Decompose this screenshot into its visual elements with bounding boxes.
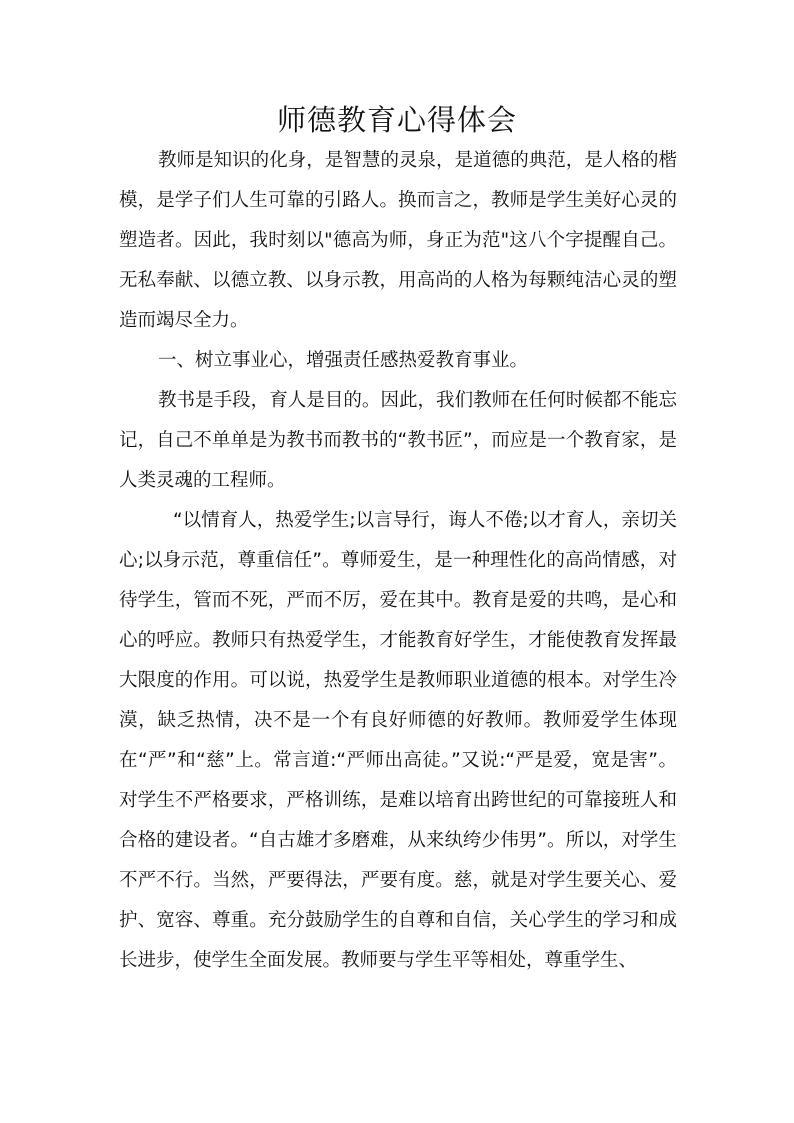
paragraph-teaching-purpose: 教书是手段，育人是目的。因此，我们教师在任何时候都不能忘记，自己不单单是为教书而教书的“教书匠”，而应是一个教育家，是人类灵魂的工程师。	[119, 390, 677, 491]
paragraph-love-students: “以情育人，热爱学生;以言导行，诲人不倦;以才育人，亲切关心;以身示范，尊重信任”。尊师爱生，是一种理性化的高尚情感，对待学生，管而不死，严而不厉，爱在其中。教育是爱的共鸣，是心和心的呼应。教师只有热爱学生，才能教育好学生，才能使教育发挥最大限度的作用。可以说，热爱学生是教师职业道德的根本。对学生冷漠，缺乏热情，决不是一个有良好师德的好教师。教师爱学生体现在“严”和“慈”上。常言道:“严师出高徒。”又说:“严是爱，宽是害”。对学生不严格要求，严格训练，是难以培育出跨世纪的可靠接班人和合格的建设者。“自古雄才多磨难，从来纨绔少伟男”。所以，对学生不严不行。当然，严要得法，严要有度。慈，就是对学生要关心、爱护、宽容、尊重。充分鼓励学生的自尊和自信，关心学生的学习和成长进步，使学生全面发展。教师要与学生平等相处，尊重学生、	[119, 510, 677, 971]
document-title: 师德教育心得体会	[276, 103, 517, 137]
document-body	[119, 141, 677, 981]
section-heading-1: 一、树立事业心，增强责任感热爱教育事业。	[158, 350, 529, 371]
paragraph-intro: 教师是知识的化身，是智慧的灵泉，是道德的典范，是人格的楷模，是学子们人生可靠的引路人。换而言之，教师是学生美好心灵的塑造者。因此，我时刻以"德高为师，身正为范"这八个字提醒自己。无私奉献、以德立教、以身示教，用高尚的人格为每颗纯洁心灵的塑造而竭尽全力。	[119, 150, 677, 331]
